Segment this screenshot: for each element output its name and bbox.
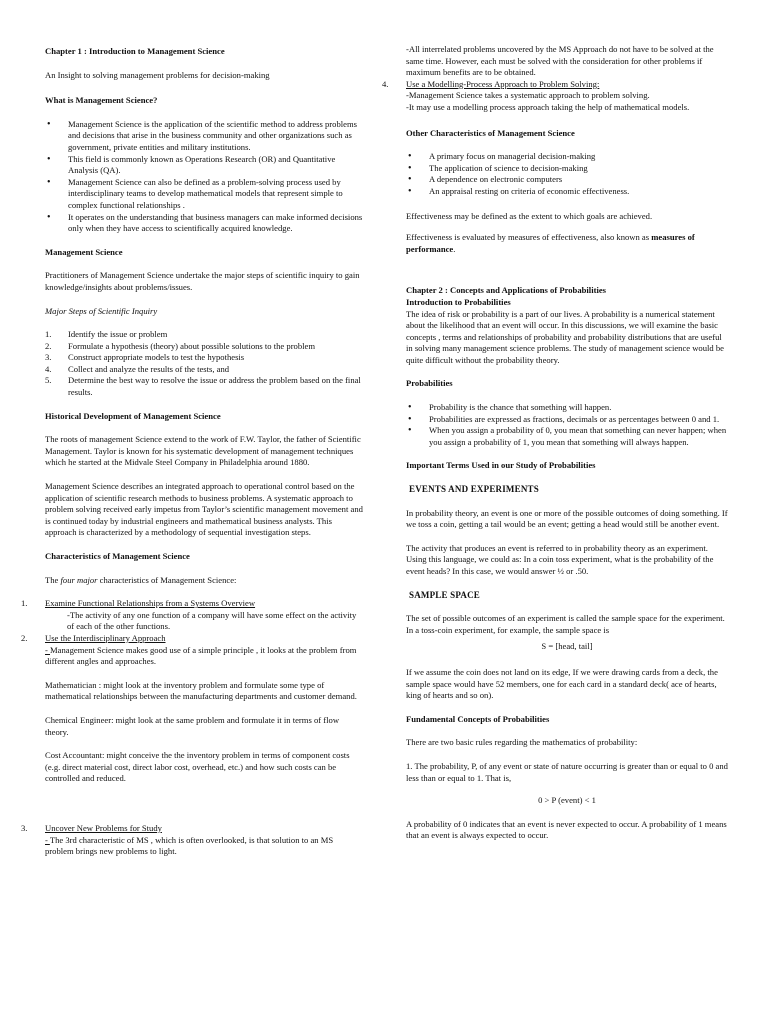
list-number: 1. bbox=[45, 329, 52, 340]
probabilities-list bbox=[406, 402, 728, 448]
dash: - bbox=[45, 644, 51, 655]
historical-paragraph-2: Management Science describes an integrated approach to operational control based on the application of scientific research methods to business problems. A systematic approach to problem solving received early impetus from Taylor’s scientific management movement and is continued today by industrial engineers and mathematical business analysts. This approach is characterized by a methodology of sequential investigation steps. bbox=[45, 481, 363, 538]
effectiveness-paragraph-1: Effectiveness may be defined as the extent to which goals are achieved. bbox=[406, 210, 653, 221]
characteristics-intro bbox=[45, 575, 363, 587]
list-text: Construct appropriate models to test the hypothesis bbox=[68, 352, 245, 363]
management-science-paragraph: Practitioners of Management Science undertake the major steps of scientific inquiry to gain knowledge/insights about problems/issues. bbox=[45, 270, 360, 292]
list-item bbox=[45, 364, 363, 376]
characteristic-title: Examine Functional Relationships from a Systems Overview bbox=[45, 598, 256, 609]
characteristics-heading: Characteristics of Management Science bbox=[45, 551, 190, 561]
list-item: • Probabilities are expressed as fractions, decimals or as percentages between 0 and 1. bbox=[406, 414, 728, 426]
dash: - bbox=[45, 834, 50, 845]
characteristic-body: -Management Science takes a systematic approach to problem solving. bbox=[406, 90, 650, 101]
characteristic-body: -It may use a modelling process approach taking the help of mathematical models. bbox=[406, 101, 690, 112]
sample-space-paragraph-2: If we assume the coin does not land on its edge, If we were drawing cards from a deck, the sample space would have 52 members, one for each card in a standard deck( ace of hearts, king of hearts and so on). bbox=[406, 666, 718, 701]
body-text: The 3rd characteristic of MS , which is often overlooked, is that solution to an MS problem brings new problems to light. bbox=[45, 834, 334, 857]
list-text: Formulate a hypothesis (theory) about possible solutions to the problem bbox=[68, 340, 316, 351]
rule-1-explanation: A probability of 0 indicates that an event is never expected to occur. A probability of 1 means that an event is always expected to occur. bbox=[406, 818, 727, 841]
left-column bbox=[21, 40, 363, 858]
list-item: • It operates on the understanding that business managers can make informed decisions only when they have access to scientifically acquired knowledge. bbox=[45, 212, 363, 235]
list-number: 2. bbox=[45, 340, 52, 351]
sample-space-formula: S = [head, tail] bbox=[541, 641, 593, 652]
major-steps-list bbox=[45, 329, 363, 399]
chapter2-intro-heading: Introduction to Probabilities bbox=[406, 296, 511, 307]
list-text: Determine the best way to resolve the issue or address the problem based on the final results. bbox=[68, 375, 361, 398]
sample-space-heading: SAMPLE SPACE bbox=[409, 589, 480, 600]
list-item: • Management Science is the application of the scientific method to address problems and decisions that arise in the business community and other organizations such as government, private entities and military institutions. bbox=[45, 119, 363, 154]
important-terms-heading: Important Terms Used in our Study of Probabilities bbox=[406, 460, 596, 471]
list-number: 4. bbox=[382, 78, 389, 89]
historical-paragraph-1: The roots of management Science extend to the work of F.W. Taylor, the father of Scientific Management. Taylor is known for his systematic development of management techniques which he started at the Midvale Steel Company in Philadelphia around 1880. bbox=[45, 434, 361, 468]
characteristic-item-1 bbox=[21, 598, 363, 633]
right-column bbox=[382, 44, 728, 842]
list-number: 3. bbox=[21, 822, 28, 833]
rule-1-formula: 0 > P (event) < 1 bbox=[538, 795, 596, 806]
characteristic-title: Uncover New Problems for Study bbox=[45, 822, 162, 833]
chapter1-subtitle: An Insight to solving management problems for decision-making bbox=[45, 69, 270, 80]
characteristic-body bbox=[45, 645, 363, 668]
events-heading: EVENTS AND EXPERIMENTS bbox=[409, 484, 539, 495]
list-item: • A dependence on electronic computers bbox=[406, 174, 728, 186]
list-number: 1. bbox=[21, 598, 28, 609]
list-item bbox=[45, 375, 363, 398]
list-item bbox=[45, 352, 363, 364]
chapter1-title: Chapter 1 : Introduction to Management Science bbox=[45, 46, 225, 56]
body-text: Effectiveness is evaluated by measures of effectiveness, also known as bbox=[406, 232, 652, 243]
characteristic-item-3 bbox=[21, 822, 363, 858]
list-number: 3. bbox=[45, 352, 52, 363]
characteristic-title: Use the Interdisciplinary Approach bbox=[45, 632, 166, 643]
list-number: 5. bbox=[45, 375, 52, 386]
list-item: • The application of science to decision-making bbox=[406, 163, 728, 175]
chemical-engineer-paragraph: Chemical Engineer: might look at the same problem and formulate it in terms of flow theory. bbox=[45, 714, 340, 737]
events-paragraph-1: In probability theory, an event is one or more of the possible outcomes of doing something. If we toss a coin, getting a tail would be an event; getting a head would still be another event. bbox=[406, 507, 728, 530]
emphasis-text: measures of performance bbox=[406, 232, 695, 254]
list-item: • An appraisal resting on criteria of economic effectiveness. bbox=[406, 186, 728, 198]
management-science-heading: Management Science bbox=[45, 246, 123, 257]
list-item bbox=[45, 329, 363, 341]
other-characteristics-list bbox=[406, 151, 728, 197]
fundamental-heading: Fundamental Concepts of Probabilities bbox=[406, 713, 550, 724]
chapter2-intro-paragraph: The idea of risk or probability is a part of our lives. A probability is a numerical statement about the likelihood that an event will occur. In this discussions, we will examine the basic concepts , terms and relationships of probability and probability distributions that are useful in solving many management science problems. The study of management science would be quite difficult without the probability theory. bbox=[406, 308, 724, 365]
effectiveness-paragraph-2 bbox=[406, 232, 728, 255]
characteristic-item-2 bbox=[21, 632, 363, 668]
list-item: • This field is commonly known as Operations Research (OR) and Quantitative Analysis (QA). bbox=[45, 154, 363, 177]
list-item: • When you assign a probability of 0, you mean that something can never happen; when you assign a probability of 1, you mean that something will always happen. bbox=[406, 425, 728, 448]
item3-continuation: -All interrelated problems uncovered by the MS Approach do not have to be solved at the same time. However, each must be solved with the consideration for other problems if maximum benefits are to be obtained. bbox=[406, 44, 714, 78]
major-steps-heading: Major Steps of Scientific Inquiry bbox=[45, 305, 158, 316]
list-number: 2. bbox=[21, 632, 28, 643]
list-text: Identify the issue or problem bbox=[68, 329, 168, 340]
body-text: . bbox=[453, 243, 456, 254]
characteristic-body bbox=[45, 835, 363, 858]
other-characteristics-heading: Other Characteristics of Management Science bbox=[406, 127, 575, 138]
characteristic-item-4 bbox=[382, 78, 728, 114]
sample-space-paragraph-1: The set of possible outcomes of an experiment is called the sample space for the experiment. In a toss-coin experiment, for example, the sample space is bbox=[406, 613, 725, 635]
probabilities-heading: Probabilities bbox=[406, 378, 453, 389]
list-item bbox=[45, 341, 363, 353]
list-text: Collect and analyze the results of the tests, and bbox=[68, 363, 230, 374]
characteristic-title: Use a Modelling-Process Approach to Problem Solving: bbox=[406, 78, 600, 89]
intro-text: characteristics of Management Science: bbox=[97, 574, 237, 585]
characteristic-body: -The activity of any one function of a company will have some effect on the activity of each of the other functions. bbox=[67, 609, 357, 632]
list-item: • Probability is the chance that something will happen. bbox=[406, 402, 728, 414]
historical-heading: Historical Development of Management Science bbox=[45, 410, 221, 421]
fundamental-paragraph: There are two basic rules regarding the mathematics of probability: bbox=[406, 737, 638, 748]
list-item: • Management Science can also be defined as a problem-solving process used by interdisciplinary teams to develop mathematical models that represent simple to complex functional relationships . bbox=[45, 177, 363, 212]
rule-1-paragraph: 1. The probability, P, of any event or state of nature occurring is greater than or equal to 0 and less than or equal to 1. That is, bbox=[406, 760, 728, 783]
mathematician-paragraph: Mathematician : might look at the inventory problem and formulate some type of mathematical relationships between the manufacturing departments and customer demand. bbox=[45, 679, 357, 702]
intro-emphasis: four major bbox=[60, 574, 98, 585]
cost-accountant-paragraph: Cost Accountant: might conceive the the inventory problem in terms of component costs (e.g. direct material cost, direct labor cost, overhead, etc.) and how such costs can be controlled and reduced. bbox=[45, 750, 350, 784]
body-text: Management Science makes good use of a simple principle , it looks at the problem from different angles and approaches. bbox=[45, 644, 357, 667]
list-number: 4. bbox=[45, 363, 52, 374]
intro-text: The bbox=[45, 574, 61, 585]
what-is-bullet-list bbox=[45, 119, 363, 235]
list-item: • A primary focus on managerial decision-making bbox=[406, 151, 728, 163]
what-is-heading: What is Management Science? bbox=[45, 95, 158, 106]
events-paragraph-2: The activity that produces an event is referred to in probability theory as an experiment. Using this language, we could as: In a coin toss experiment, what is the probability of the event heads? In this case, we would answer ½ or .50. bbox=[406, 542, 714, 576]
chapter2-title: Chapter 2 : Concepts and Applications of Probabilities bbox=[406, 285, 606, 296]
